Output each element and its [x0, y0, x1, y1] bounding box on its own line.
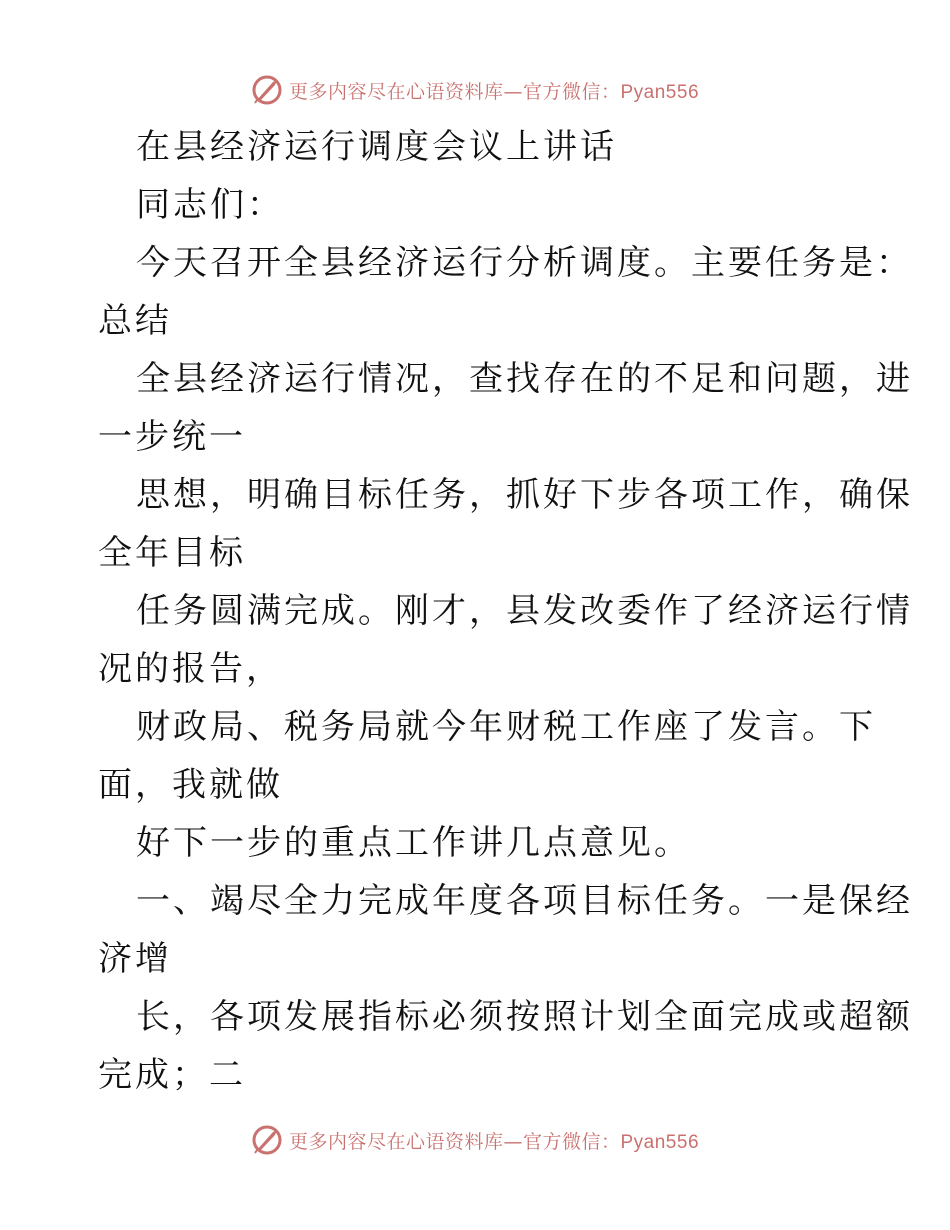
text-line: 况的报告，	[98, 649, 283, 689]
watermark-brand: 更多内容尽在心语资料库	[288, 80, 504, 103]
quill-pen-logo-icon	[251, 74, 283, 106]
text-line: 好下一步的重点工作讲几点意见。	[136, 823, 691, 863]
text-line: 完成；二	[98, 1055, 246, 1095]
text-line: 面，我就做	[98, 765, 283, 805]
text-line: 一、竭尽全力完成年度各项目标任务。一是保经	[136, 881, 913, 921]
watermark-text	[289, 77, 699, 104]
text-line: 长，各项发展指标必须按照计划全面完成或超额	[136, 997, 913, 1037]
watermark-wechat-label: 官方微信：	[522, 80, 621, 103]
text-line: 财政局、税务局就今年财税工作座了发言。下	[136, 707, 876, 747]
text-line: 思想，明确目标任务，抓好下步各项工作，确保	[136, 475, 913, 515]
header-watermark	[0, 70, 950, 110]
text-line: 全年目标	[98, 533, 246, 573]
text-line: 济增	[98, 939, 172, 979]
text-line: 全县经济运行情况，查找存在的不足和问题，进	[136, 359, 913, 399]
footer-watermark	[0, 1120, 950, 1160]
watermark-separator: —	[503, 80, 523, 103]
salutation: 同志们：	[136, 185, 284, 225]
document-title: 在县经济运行调度会议上讲话	[136, 127, 617, 167]
quill-pen-logo-icon	[251, 1124, 283, 1156]
watermark-text	[289, 1127, 699, 1154]
text-line: 一步统一	[98, 417, 246, 457]
watermark-wechat-label: 官方微信：	[522, 1130, 621, 1153]
text-line: 任务圆满完成。刚才，县发改委作了经济运行情	[136, 591, 913, 631]
document-body	[98, 118, 913, 1104]
watermark-separator: —	[503, 1130, 523, 1153]
text-line: 今天召开全县经济运行分析调度。主要任务是：	[136, 243, 913, 283]
watermark-brand: 更多内容尽在心语资料库	[288, 1130, 504, 1153]
watermark-wechat-id: Pyan556	[620, 1131, 700, 1153]
text-line: 总结	[98, 301, 172, 341]
watermark-wechat-id: Pyan556	[620, 81, 700, 103]
